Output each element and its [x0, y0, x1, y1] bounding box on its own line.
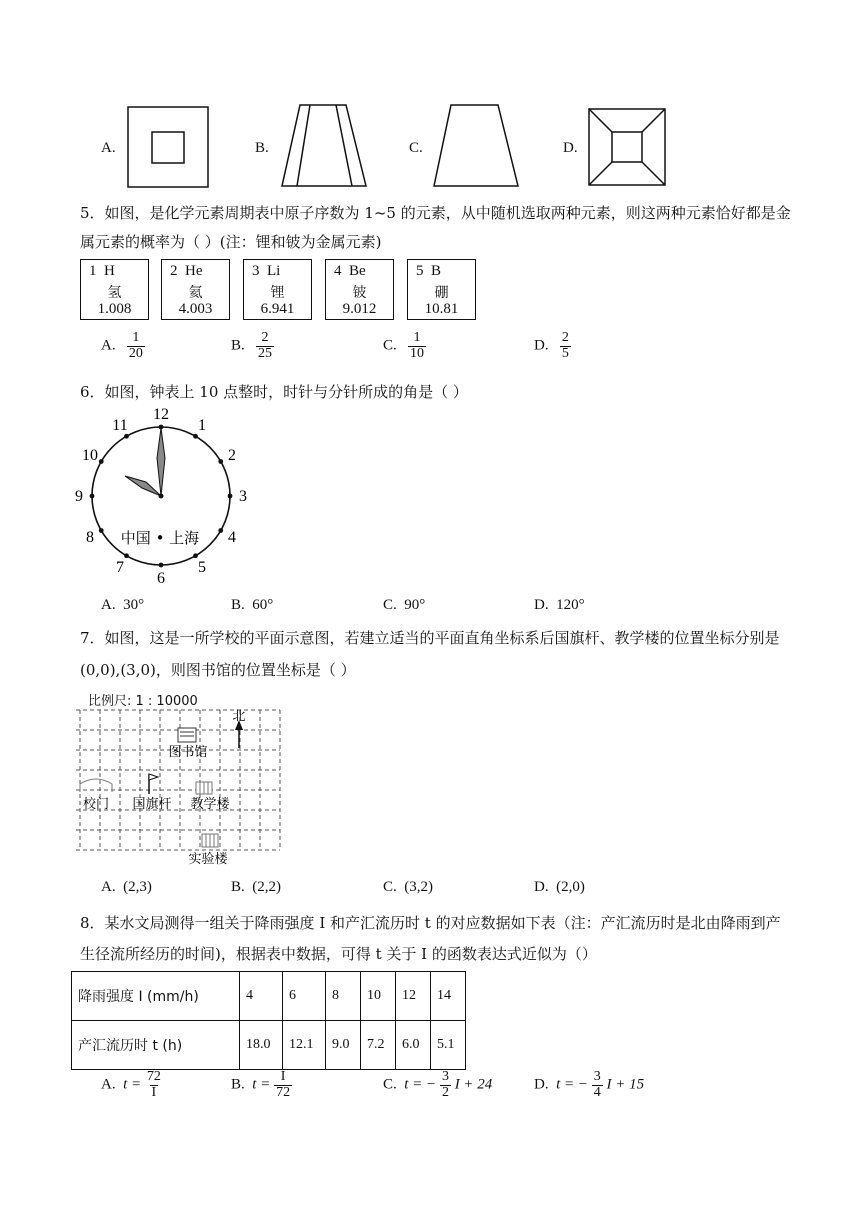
- table-cell: 7.2: [361, 1021, 396, 1070]
- clock-number: 3: [239, 488, 247, 505]
- flagpole-icon: [149, 774, 158, 794]
- table-cell: 5.1: [431, 1021, 466, 1070]
- table-row-header: 降雨强度 I (mm/h): [72, 972, 240, 1021]
- school-map: [76, 708, 282, 870]
- flagpole-label: 国旗杆: [132, 797, 172, 812]
- q4-option-c-label: C.: [409, 140, 423, 156]
- clock-tick-dot: [99, 459, 104, 464]
- map-scale: 比例尺: 1 : 10000: [88, 694, 198, 709]
- clock-tick-dot: [228, 494, 233, 499]
- q5-option-d: D. $\frac{2}{5}$: [534, 330, 569, 361]
- clock-number: 6: [157, 570, 165, 587]
- table-cell: 12: [396, 972, 431, 1021]
- q6-stem: 6．如图，钟表上 10 点整时，时针与分针所成的角是（ ）: [80, 383, 468, 401]
- library-icon: [178, 728, 196, 742]
- clock-tick-dot: [193, 553, 198, 558]
- clock-number: 9: [75, 488, 83, 505]
- q6-option-d: D. 120°: [534, 597, 585, 613]
- hour-hand: [125, 476, 161, 496]
- table-row-header: 产汇流历时 t (h): [72, 1021, 240, 1070]
- clock-tick-dot: [193, 434, 198, 439]
- q6-option-c: C. 90°: [383, 597, 426, 613]
- clock-number: 1: [198, 416, 206, 434]
- q4-option-b-label: B.: [255, 140, 269, 156]
- element-card-b: 5 B 硼 10.81: [407, 259, 476, 320]
- element-card-he: 2 He 氦 4.003: [161, 259, 230, 320]
- q5-stem-line1: 5．如图，是化学元素周期表中原子序数为 1~5 的元素，从中随机选取两种元素，则这两种元素恰好都是金: [80, 204, 791, 222]
- clock-number: 2: [228, 447, 237, 464]
- table-cell: 18.0: [240, 1021, 283, 1070]
- table-cell: 8: [326, 972, 361, 1021]
- rainfall-table: [71, 971, 466, 1070]
- q7-option-c: C. (3,2): [383, 879, 434, 895]
- minute-hand: [157, 428, 165, 496]
- table-cell: 12.1: [283, 1021, 326, 1070]
- q4-option-d-label: D.: [563, 140, 578, 156]
- q6-option-a: A. 30°: [101, 597, 145, 613]
- q4-option-c-figure: [432, 104, 522, 190]
- lab-building-icon: [202, 834, 218, 847]
- q4-option-a-label: A.: [101, 140, 116, 156]
- clock-tick-dot: [124, 434, 129, 439]
- q5-stem-line2: 属元素的概率为（ ）(注：锂和铍为金属元素): [80, 233, 382, 251]
- clock-tick-dot: [90, 494, 95, 499]
- clock-tick-dot: [124, 553, 129, 558]
- q8-stem-line1: 8．某水文局测得一组关于降雨强度 I 和产汇流历时 t 的对应数据如下表（注：产汇流历时是北由降雨到产: [80, 914, 781, 932]
- teaching-building-label: 教学楼: [190, 797, 230, 812]
- clock-number: 12: [153, 406, 169, 423]
- table-cell: 14: [431, 972, 466, 1021]
- teaching-building-icon: [196, 782, 212, 794]
- q8-stem-line2: 生径流所经历的时间)，根据表中数据，可得 t 关于 I 的函数表达式近似为（）: [80, 945, 597, 963]
- q5-option-b: B. $\frac{2}{25}$: [231, 330, 273, 361]
- clock-number: 5: [198, 559, 206, 577]
- q7-option-d: D. (2,0): [534, 879, 585, 895]
- q7-stem-line2: (0,0),(3,0)，则图书馆的位置坐标是（ ）: [80, 661, 356, 679]
- library-label: 图书馆: [168, 745, 208, 760]
- table-cell: 10: [361, 972, 396, 1021]
- lab-building-label: 实验楼: [188, 852, 228, 867]
- clock-number: 4: [228, 529, 237, 546]
- clock-tick-dot: [218, 459, 223, 464]
- q5-option-a: A. $\frac{1}{20}$: [101, 330, 143, 361]
- table-cell: 9.0: [326, 1021, 361, 1070]
- q7-option-a: A. (2,3): [101, 879, 152, 895]
- gate-label: 校门: [82, 797, 110, 812]
- north-label: 北: [232, 709, 246, 724]
- clock-tick-dot: [99, 528, 104, 533]
- q7-stem-line1: 7．如图，这是一所学校的平面示意图，若建立适当的平面直角坐标系后国旗杆、教学楼的位置坐标分别是: [80, 629, 780, 647]
- table-row: [72, 1021, 466, 1070]
- clock-number: 10: [81, 447, 98, 464]
- q8-option-b: B. t = $\frac{I}{72}$: [231, 1069, 291, 1100]
- clock-number: 7: [116, 559, 124, 577]
- table-cell: 6: [283, 972, 326, 1021]
- q4-option-b-figure: [280, 104, 370, 190]
- table-cell: 4: [240, 972, 283, 1021]
- clock-brand-text: 中国 • 上海: [120, 529, 200, 547]
- q4-option-d-figure: [588, 108, 668, 188]
- table-row: [72, 972, 466, 1021]
- table-cell: 6.0: [396, 1021, 431, 1070]
- element-card-li: 3 Li 锂 6.941: [243, 259, 312, 320]
- clock-tick-dot: [218, 528, 223, 533]
- q7-option-b: B. (2,2): [231, 879, 282, 895]
- q8-option-d: D. t = − $\frac{3}{4}$ I + 15: [534, 1069, 645, 1100]
- q4-option-a-figure: [127, 106, 211, 190]
- element-card-h: 1 H 氢 1.008: [80, 259, 149, 320]
- clock-figure: [76, 408, 252, 588]
- clock-number: 11: [112, 416, 128, 434]
- element-card-be: 4 Be 铍 9.012: [325, 259, 394, 320]
- q5-option-c: C. $\frac{1}{10}$: [383, 330, 425, 361]
- q8-option-c: C. t = − $\frac{3}{2}$ I + 24: [383, 1069, 493, 1100]
- clock-number: 8: [85, 529, 94, 546]
- q8-option-a: A. t = $\frac{72}{I}$: [101, 1069, 161, 1100]
- q6-option-b: B. 60°: [231, 597, 274, 613]
- clock-tick-dot: [159, 563, 164, 568]
